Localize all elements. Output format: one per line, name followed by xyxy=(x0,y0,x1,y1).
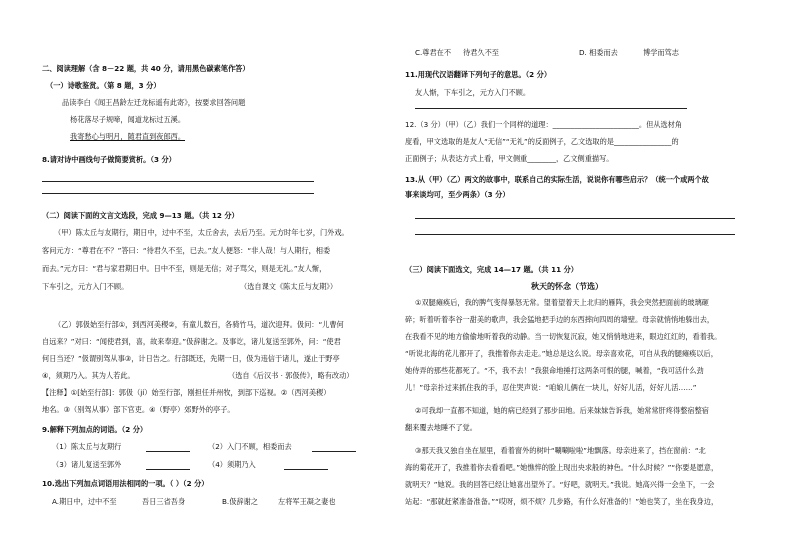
article-line: 儿！”母亲扑过来抓住我的手，忍住哭声说：“咱娘儿俩在一块儿，好好儿活，好好儿活……” xyxy=(405,383,697,392)
article-line: 她侍弄的那些花都死了。“不，我不去！”我狠命地捶打这两条可恨的腿，喊着，“我可活什么劲 xyxy=(405,366,704,375)
passage-yi-line: （乙）郭伋始至行部①，到西河美稷②，有童儿数百，各骑竹马，道次迎拜。伋问：“儿曹何 xyxy=(54,320,344,329)
article-line: 翻来覆去地睡不了觉。 xyxy=(405,423,477,432)
question-10-option-d-compare: 博学而笃志 xyxy=(643,48,679,57)
answer-line[interactable] xyxy=(415,108,687,109)
passage-jia-line: 下车引之，元方入门不顾。 xyxy=(42,282,129,291)
question-12-line: 度看，甲文选取的是友人“无信”“无礼”的反面例子，乙文选取的是________________的 xyxy=(405,137,679,146)
question-8: 8.请对诗中画线句子做简要赏析。（3 分） xyxy=(42,155,176,164)
article-line: ①双腿瘫痪后，我的脾气变得暴怒无常。望着望着天上北归的雁阵，我会突然把面前的玻璃砸 xyxy=(415,298,709,307)
question-10: 10.选出下列加点词语用法相同的一项。（ ）（2 分） xyxy=(42,479,209,488)
article-line: 在我看不见的地方偷偷地听着我的动静。当一切恢复沉寂，她又悄悄地进来，眼边红红的，看着我。 xyxy=(405,332,722,341)
question-9-item-3: （3）诸儿复送至郭外 xyxy=(52,460,122,469)
passage-jia-line: 客问元方：“尊君在不？”答曰：“待君久不至，已去。”友人便怒：“非人哉！与人期行，相委 xyxy=(42,246,331,255)
question-10-option-b-compare: 左将军王凝之妻也 xyxy=(278,497,336,506)
right-column xyxy=(397,0,794,560)
article-line: 海的菊花开了，我推着你去看看吧。”她憔悴的脸上现出央求般的神色。“什么时候？”“你要是愿意， xyxy=(405,463,719,472)
passage-jia-source: （选自课文《陈太丘与友期》） xyxy=(240,282,338,291)
question-9: 9.解释下列加点的词语。（2 分） xyxy=(42,425,148,434)
annotation-line: 【注释】①[始至行部]：郭伋（jí）始至行部，刚担任并州牧，到部下巡视。②（西河美稷） xyxy=(42,388,331,397)
question-10-option-b[interactable]: B.伋辞谢之 xyxy=(222,497,258,506)
question-12-line: 正面例子；从表达方式上看，甲文侧重________，乙文侧重描写。 xyxy=(405,154,614,163)
article-line: ③那天我又独自坐在屋里，看着窗外的树叶“唰唰啦啦”地飘落。母亲进来了，挡在窗前：“北 xyxy=(415,446,706,455)
passage-jia-line: 而去。”元方曰：“君与家君期日中。日中不至，则是无信；对子骂父，则是无礼。”友人惭， xyxy=(42,264,327,273)
annotation-line: 地名。③（别驾从事）部下官吏。④（野亭）郊野外的亭子。 xyxy=(42,405,235,414)
answer-blank[interactable] xyxy=(284,469,328,470)
article-line: 碎；听着听着李谷一甜美的歌声，我会猛地把手边的东西摔向四周的墙壁。母亲就悄悄地躲出去， xyxy=(405,315,715,324)
poem-intro: 品读李白《闻王昌龄左迁龙标遥有此寄》，按要求回答问题 xyxy=(62,98,246,107)
answer-line[interactable] xyxy=(415,234,735,235)
question-10-option-a[interactable]: A.期日中，过中不至 xyxy=(52,497,117,506)
question-9-item-4: （4）须期乃入 xyxy=(208,460,256,469)
question-10-option-c-compare: 待君久不至 xyxy=(463,48,499,57)
question-13-line: 事来谈均可，至少两条）（3 分） xyxy=(405,190,510,199)
question-11: 11.用现代汉语翻译下列句子的意思。（2 分） xyxy=(405,70,552,79)
question-10-option-c[interactable]: C.尊君在不 xyxy=(415,48,452,57)
question-13-line: 13.从（甲）（乙）两文的故事中，联系自己的实际生活，说说你有哪些启示？（统一个或两个故 xyxy=(405,175,709,184)
passage-yi-source: （选自《后汉书 · 郭伋传》，略有改动） xyxy=(228,371,354,380)
answer-line[interactable] xyxy=(42,193,314,194)
question-9-item-2: （2）入门不顾，相委而去 xyxy=(208,442,292,451)
question-11-sentence: 友人惭，下车引之，元方入门不顾。 xyxy=(415,88,531,97)
article-line: 就明天？”她说。我的回答已经让她喜出望外了。“好吧，就明天。”我说。她高兴得一会坐下，一会 xyxy=(405,480,715,489)
poem-line-2-underlined: 我寄愁心与明月，随君直到夜郎西。 xyxy=(70,132,186,141)
article-line: “听说北海的花儿都开了，我推着你去走走。”她总是这么说。母亲喜欢花，可自从我的腿瘫痪以后， xyxy=(405,349,718,358)
answer-blank[interactable] xyxy=(146,451,190,452)
passage-yi-line: ④，须期乃入。其为人若此。 xyxy=(42,371,135,380)
question-10-option-d[interactable]: D. 相委而去 xyxy=(579,48,618,57)
poem-line-1: 杨花落尽子规啼，闻道龙标过五溪。 xyxy=(70,115,186,124)
answer-line[interactable] xyxy=(42,181,314,182)
poem-section-heading: （一）诗歌鉴赏。（第 8 题，3 分） xyxy=(46,81,161,90)
question-9-item-1: （1）陈太丘与友期行 xyxy=(52,442,122,451)
classical-section-heading: （二）阅读下面的文言文选段，完成 9—13 题。（共 12 分） xyxy=(42,211,239,220)
answer-blank[interactable] xyxy=(312,451,356,452)
passage-jia-line: （甲）陈太丘与友期行，期日中，过中不至，太丘舍去，去后乃至。元方时年七岁，门外戏。 xyxy=(54,228,349,237)
article-title: 秋天的怀念（节选） xyxy=(531,282,603,291)
question-10-option-a-compare: 吾日三省吾身 xyxy=(142,497,186,506)
answer-blank[interactable] xyxy=(146,469,190,470)
article-line: ②可我却一直都不知道，她的病已经到了那步田地。后来妹妹告诉我，她常常肝疼得整宿整宿 xyxy=(415,406,709,415)
modern-section-heading: （三）阅读下面选文，完成 14—17 题。（共 11 分） xyxy=(405,265,578,274)
passage-yi-line: 自远来？”对曰：“闻使君到，喜，故来奉迎。”伋辞谢之。及事讫，诸儿复送至郭外，问：“使君 xyxy=(42,337,341,346)
article-line: 站起：“那就赶紧准备准备。”“哎呀，烦不烦？几步路，有什么好准备的！”她也笑了，坐在我身边， xyxy=(405,497,719,506)
passage-yi-line: 何日当还？”伋谓别驾从事③，计日告之。行部既还，先期一日，伋为违信于诸儿，遂止于野亭 xyxy=(42,354,340,363)
section-two-title: 二、阅读理解（含 8－22 题，共 40 分，请用黑色碳素笔作答） xyxy=(42,64,250,73)
answer-line[interactable] xyxy=(415,218,735,219)
question-12-line: 12.（3 分）（甲）（乙）我们一个同样的道理：________________________。但从选材角 xyxy=(405,120,683,129)
